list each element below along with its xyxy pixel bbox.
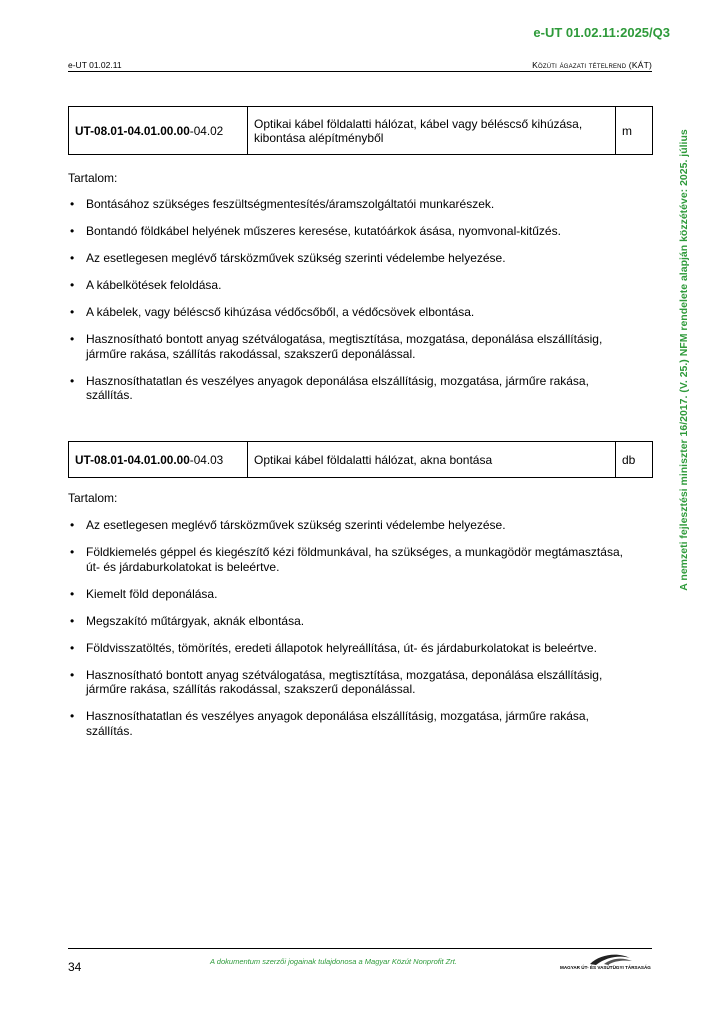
road-swoosh-icon	[560, 952, 656, 966]
bullet-list-1	[68, 197, 628, 415]
item-unit: db	[616, 442, 653, 478]
list-item: • A kábelkötések feloldása.	[68, 278, 628, 293]
company-logo: MAGYAR ÚT- ÉS VASÚTÜGYI TÁRSASÁG	[560, 952, 656, 974]
list-item: • A kábelek, vagy béléscső kihúzása védőcsőből, a védőcsövek elbontása.	[68, 305, 628, 320]
list-item: • Megszakító műtárgyak, aknák elbontása.	[68, 614, 628, 629]
list-item: • Bontásához szükséges feszültségmentesítés/áramszolgáltatói munkarészek.	[68, 197, 628, 212]
item-description: Optikai kábel földalatti hálózat, akna bontása	[248, 442, 616, 478]
header-left: e-UT 01.02.11	[68, 60, 122, 70]
document-code: e-UT 01.02.11:2025/Q3	[533, 25, 670, 40]
list-item: • Hasznosítható bontott anyag szétválogatása, megtisztítása, mozgatása, deponálása elszállításig, járműre rakása, szállítás rakodással, szakszerű deponálással.	[68, 332, 628, 361]
list-item: • Földvisszatöltés, tömörítés, eredeti állapotok helyreállítása, út- és járdaburkolatokat is beleértve.	[68, 641, 628, 656]
bullet-list-2	[68, 518, 628, 751]
item-unit: m	[616, 107, 653, 155]
list-item: • Hasznosíthatatlan és veszélyes anyagok deponálása elszállításig, mozgatása, járműre rakása, szállítás.	[68, 374, 628, 403]
list-item: • Kiemelt föld deponálása.	[68, 587, 628, 602]
header-divider	[68, 71, 652, 72]
list-item: • Földkiemelés géppel és kiegészítő kézi földmunkával, ha szükséges, a munkagödör megtámasztása, út- és járdaburkolatokat is beleértve.	[68, 545, 628, 574]
list-item: • Hasznosítható bontott anyag szétválogatása, megtisztítása, mozgatása, deponálása elszállításig, járműre rakása, szállítás rakodással, szakszerű deponálással.	[68, 668, 628, 697]
copyright-note: A dokumentum szerzői jogainak tulajdonosa a Magyar Közút Nonprofit Zrt.	[210, 957, 457, 966]
item-description: Optikai kábel földalatti hálózat, kábel vagy béléscső kihúzása, kibontása alépítményből	[248, 107, 616, 155]
list-item: • Bontandó földkábel helyének műszeres keresése, kutatóárkok ásása, nyomvonal-kitűzés.	[68, 224, 628, 239]
side-publication-note: A nemzeti fejlesztési miniszter 16/2017. (V. 25.) NFM rendelete alapján közzétéve: 2025. július	[678, 129, 690, 591]
footer-divider	[68, 948, 652, 949]
item-code: UT-08.01-04.01.00.00-04.03	[69, 442, 248, 478]
list-item: • Az esetlegesen meglévő társközművek szükség szerinti védelembe helyezése.	[68, 251, 628, 266]
item-code: UT-08.01-04.01.00.00-04.02	[69, 107, 248, 155]
item-table-1	[68, 106, 653, 155]
page-number: 34	[68, 960, 82, 974]
header-right: Közúti ágazati tételrend (KÁT)	[532, 60, 652, 70]
item-table-2	[68, 441, 653, 478]
content-label: Tartalom:	[68, 171, 118, 185]
list-item: • Hasznosíthatatlan és veszélyes anyagok deponálása elszállításig, mozgatása, járműre rakása, szállítás.	[68, 709, 628, 738]
content-label: Tartalom:	[68, 491, 118, 505]
list-item: • Az esetlegesen meglévő társközművek szükség szerinti védelembe helyezése.	[68, 518, 628, 533]
